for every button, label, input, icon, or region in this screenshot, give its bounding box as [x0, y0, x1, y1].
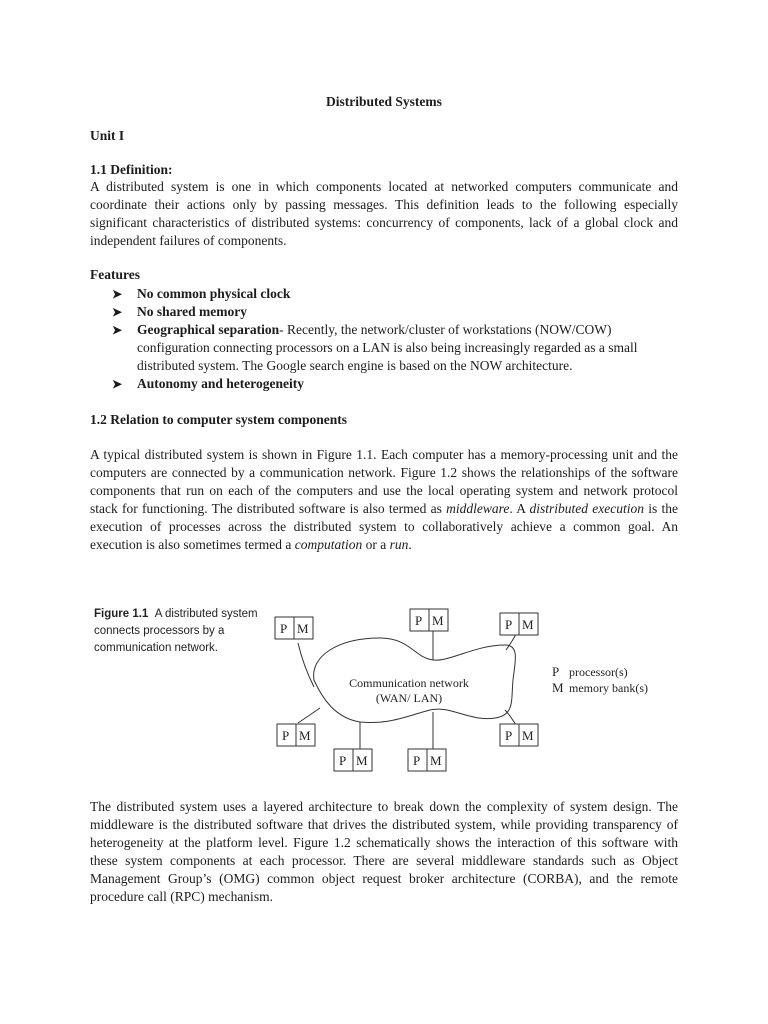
svg-text:M: M	[297, 621, 309, 636]
svg-text:processor(s): processor(s)	[569, 665, 628, 679]
pm-node	[500, 613, 538, 635]
pm-node	[334, 749, 372, 771]
svg-text:P: P	[413, 753, 421, 768]
feature-title: No common physical clock	[137, 286, 291, 301]
svg-text:M: M	[552, 680, 564, 695]
svg-text:P: P	[280, 621, 288, 636]
svg-text:P: P	[339, 753, 347, 768]
relation-text: is the execution of processes across the distributed system to collaboratively achieve a common goal. An execution is also sometimes termed a	[90, 501, 678, 552]
relation-paragraph	[90, 446, 678, 554]
figure-label: Figure 1.1	[94, 608, 149, 620]
feature-text: - Recently, the network/cluster of workstations (NOW/COW) configuration connecting processors on a LAN is also being increasingly regarded as a small distributed system. The Google search engine is based on the NOW architecture.	[137, 322, 638, 373]
definition-text: A distributed system is one in which components located at networked computers communicate and coordinate their actions only by passing messages. This definition leads to the following especially significant characteristics of distributed systems: concurrency of components, lack of a global clock and independent failures of components.	[90, 179, 678, 248]
relation-text: . A	[509, 501, 530, 516]
pm-node	[408, 749, 446, 771]
pm-node	[410, 609, 448, 631]
features-heading: Features	[90, 267, 140, 282]
arrow-bullet-icon: ➤	[112, 305, 123, 319]
svg-text:P: P	[505, 728, 513, 743]
figure-caption-text: A distributed system connects processors by a communication network.	[94, 608, 258, 654]
closing-text: The distributed system uses a layered architecture to break down the complexity of system design. The middleware is the distributed software that drives the distributed system, while providing transparency of heterogeneity at the platform level. Figure 1.2 schematically shows the interaction of this software with these system components at each processor. There are several middleware standards such as Object Management Group’s (OMG) common object request broker architecture (CORBA), and the remote procedure call (RPC) mechanism.	[90, 799, 678, 904]
svg-text:M: M	[432, 613, 444, 628]
svg-text:M: M	[522, 728, 534, 743]
feature-item	[110, 375, 670, 393]
relation-text: .	[408, 537, 412, 552]
svg-text:P: P	[505, 617, 513, 632]
arrow-bullet-icon: ➤	[112, 323, 123, 337]
term-computation: computation	[294, 537, 363, 552]
arrow-bullet-icon: ➤	[112, 377, 123, 391]
svg-text:P: P	[552, 664, 560, 679]
svg-text:P: P	[282, 728, 290, 743]
diagram-legend	[552, 664, 648, 695]
feature-item	[110, 303, 670, 321]
feature-item	[110, 285, 670, 303]
svg-text:P: P	[415, 613, 423, 628]
feature-item	[110, 321, 670, 375]
relation-text: A typical distributed system is shown in Figure 1.1. Each computer has a memory-processing unit and the computers are connected by a communication network. Figure 1.2 shows the relationships of the software components that run on each of the computers and use the local operating system and network protocol stack for functioning. The distributed software is also termed as	[90, 447, 678, 516]
relation-text: or a	[362, 537, 390, 552]
definition-heading: 1.1 Definition:	[90, 162, 173, 177]
network-label-line1: Communication network	[349, 676, 469, 690]
relation-heading: 1.2 Relation to computer system components	[90, 412, 347, 427]
pm-node	[500, 724, 538, 746]
network-label-line2: (WAN/ LAN)	[375, 691, 443, 705]
feature-title: Geographical separation	[137, 322, 280, 337]
arrow-bullet-icon: ➤	[112, 287, 123, 301]
closing-paragraph	[90, 798, 678, 906]
network-diagram	[90, 600, 678, 780]
svg-text:M: M	[299, 728, 311, 743]
feature-title: Autonomy and heterogeneity	[137, 376, 304, 391]
term-distributed-execution: distributed execution	[529, 501, 644, 516]
definition-paragraph	[90, 178, 678, 250]
svg-text:M: M	[522, 617, 534, 632]
svg-text:M: M	[356, 753, 368, 768]
pm-node	[277, 724, 315, 746]
term-middleware: middleware	[446, 501, 510, 516]
feature-title: No shared memory	[137, 304, 247, 319]
features-list	[110, 285, 670, 393]
svg-text:memory bank(s): memory bank(s)	[569, 681, 648, 695]
pm-node	[275, 617, 313, 639]
document-title: Distributed Systems	[326, 94, 442, 109]
unit-heading: Unit I	[90, 128, 125, 143]
term-run: run	[389, 537, 409, 552]
svg-text:M: M	[430, 753, 442, 768]
